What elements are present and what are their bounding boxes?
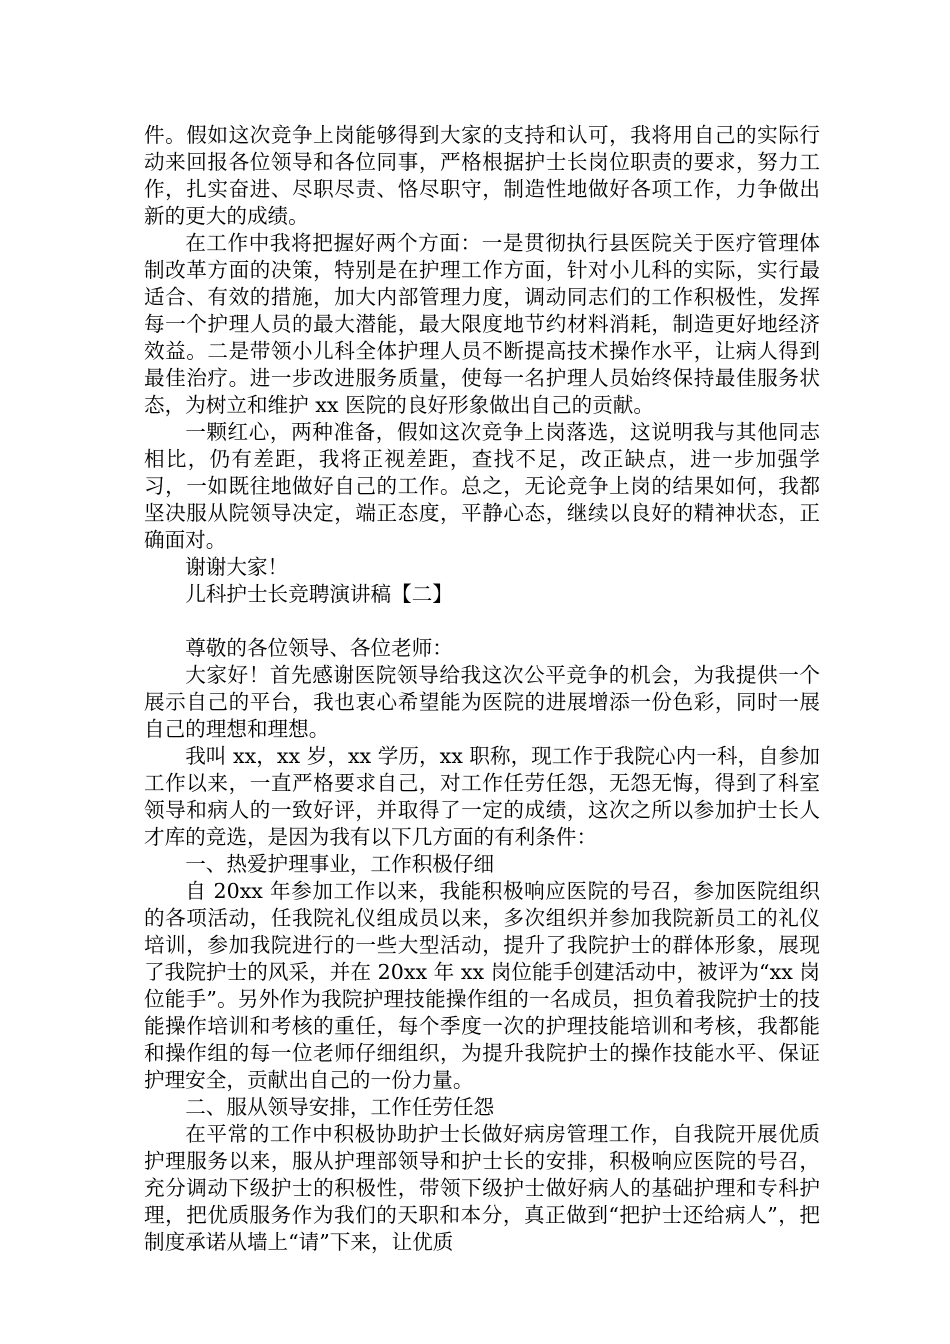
paragraph-greeting: 大家好！首先感谢医院领导给我这次公平竞争的机会，为我提供一个展示自己的平台，我也衷心希望能为医院的进展增添一份色彩，同时一展自己的理想和理想。 bbox=[144, 663, 820, 741]
document-page bbox=[144, 122, 820, 1256]
paragraph-work-plan: 在工作中我将把握好两个方面：一是贯彻执行县医院关于医疗管理体制改革方面的决策，特别是在护理工作方面，针对小儿科的实际，实行最适合、有效的措施，加大内部管理力度，调动同志们的工作积极性，发挥每一个护理人员的最大潜能，最大限度地节约材料消耗，制造更好地经济效益。二是带领小儿科全体护理人员不断提高技术操作水平，让病人得到最佳治疗。进一步改进服务质量，使每一名护理人员始终保持最佳服务状态，为树立和维护 xx 医院的良好形象做出自己的贡献。 bbox=[144, 231, 820, 417]
subheading-love-nursing: 一、热爱护理事业，工作积极仔细 bbox=[185, 852, 495, 876]
paragraph-salutation: 尊敬的各位领导、各位老师： bbox=[185, 636, 453, 660]
paragraph-achievements: 自 20xx 年参加工作以来，我能积极响应医院的号召，参加医院组织的各项活动，任我院礼仪组成员以来，多次组织并参加我院新员工的礼仪培训，参加我院进行的一些大型活动，提升了我院护士的群体形象，展现了我院护士的风采，并在 20xx 年 xx 岗位能手创建活动中，被评为“xx 岗位能手”。另外作为我院护理技能操作组的一名成员，担负着我院护士的技能操作培训和考核的重任，每个季度一次的护理技能培训和考核，我都能和操作组的每一位老师仔细组织，为提升我院护士的操作技能水平、保证护理安全，贡献出自己的一份力量。 bbox=[144, 879, 820, 1092]
paragraph-closing-part-one: 件。假如这次竞争上岗能够得到大家的支持和认可，我将用自己的实际行动来回报各位领导和各位同事，严格根据护士长岗位职责的要求，努力工作，扎实奋进、尽职尽责、恪尽职守，制造性地做好各项工作，力争做出新的更大的成绩。 bbox=[144, 123, 820, 228]
paragraph-self-introduction: 我叫 xx，xx 岁，xx 学历，xx 职称，现工作于我院心内一科，自参加工作以来，一直严格要求自己，对工作任劳任怨，无怨无悔，得到了科室领导和病人的一致好评，并取得了一定的成绩，这次之所以参加护士长人才库的竞选，是因为我有以下几方面的有利条件： bbox=[144, 744, 820, 849]
paragraph-two-preparations: 一颗红心，两种准备，假如这次竞争上岗落选，这说明我与其他同志相比，仍有差距，我将正视差距，查找不足，改正缺点，进一步加强学习，一如既往地做好自己的工作。总之，无论竞争上岗的结果如何，我都坚决服从院领导决定，端正态度，平静心态，继续以良好的精神状态，正确面对。 bbox=[144, 420, 820, 552]
paragraph-ward-management: 在平常的工作中积极协助护士长做好病房管理工作，自我院开展优质护理服务以来，服从护理部领导和护士长的安排，积极响应医院的号召，充分调动下级护士的积极性，带领下级护士做好病人的基础护理和专科护理，把优质服务作为我们的天职和本分，真正做到“把护士还给病人”，把制度承诺从墙上“请”下来，让优质 bbox=[144, 1122, 820, 1254]
section-title-speech-two: 儿科护士长竞聘演讲稿【二】 bbox=[185, 582, 453, 606]
subheading-obey-leadership: 二、服从领导安排，工作任劳任怨 bbox=[185, 1095, 495, 1119]
paragraph-thanks: 谢谢大家！ bbox=[185, 555, 289, 579]
blank-line bbox=[144, 608, 820, 635]
